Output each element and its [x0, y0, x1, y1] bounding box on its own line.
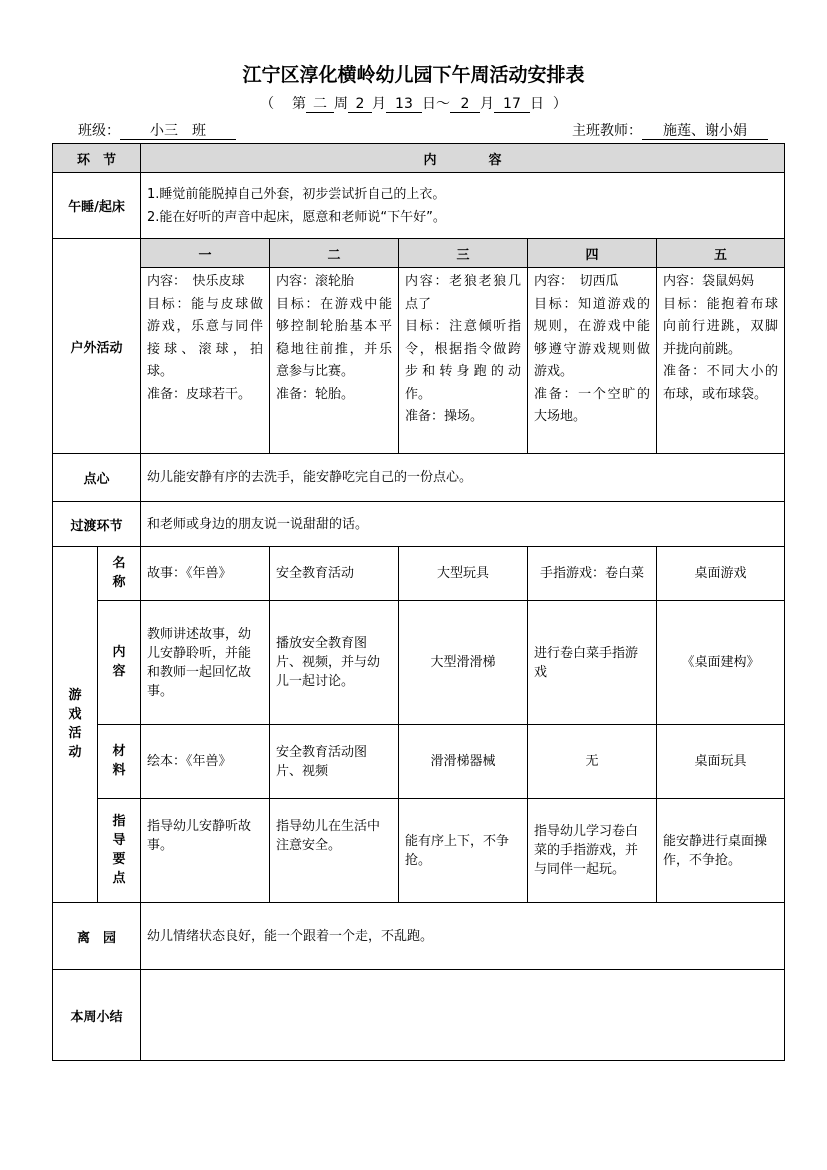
- game-cell: 教师讲述故事，幼儿安静聆听，并能和教师一起回忆故事。: [141, 601, 270, 725]
- row-game-content: [53, 601, 785, 725]
- outdoor-cell: [657, 268, 785, 454]
- paren-open: （: [260, 96, 275, 112]
- game-row-label-text: 指导要点: [112, 814, 126, 886]
- day-label: 日: [529, 96, 544, 112]
- outdoor-content: 内容：袋鼠妈妈: [663, 274, 755, 289]
- game-cell: 桌面玩具: [657, 725, 785, 799]
- outdoor-content: 内容： 切西瓜: [534, 274, 619, 289]
- row-outdoor-days: [53, 239, 785, 268]
- game-cell: 手指游戏：卷白菜: [528, 547, 657, 601]
- month-label: 月: [371, 96, 386, 112]
- day-tue: 二: [270, 239, 399, 268]
- game-cell: 指导幼儿学习卷白菜的手指游戏，并与同伴一起玩。: [528, 799, 657, 903]
- outdoor-prep: 准备：轮胎。: [276, 386, 355, 402]
- game-row-label: [98, 799, 141, 903]
- end-month: 2: [450, 96, 480, 113]
- month-label-2: 月: [479, 96, 494, 112]
- outdoor-content: 内容：老狼老狼几点了: [405, 274, 522, 312]
- game-cell: 《桌面建构》: [657, 601, 785, 725]
- outdoor-cell: [141, 268, 270, 454]
- teacher-label: 主班教师：: [572, 123, 642, 139]
- transition-label: 过渡环节: [53, 502, 141, 547]
- outdoor-prep: 准备：操场。: [405, 409, 484, 424]
- nap-line-2: 2.能在好听的声音中起床，愿意和老师说“下午好”。: [147, 209, 446, 225]
- start-month: 2: [348, 96, 372, 113]
- row-game-materials: [53, 725, 785, 799]
- class-label: 班级：: [78, 123, 120, 139]
- games-label: [53, 547, 98, 903]
- day-fri: 五: [657, 239, 785, 268]
- class-info: [78, 120, 768, 140]
- snack-content: 幼儿能安静有序的去洗手，能安静吃完自己的一份点心。: [141, 454, 785, 502]
- row-transition: [53, 502, 785, 547]
- nap-line-1: 1.睡觉前能脱掉自己外套，初步尝试折自己的上衣。: [147, 186, 446, 202]
- teacher-info: [572, 120, 768, 140]
- game-cell: 无: [528, 725, 657, 799]
- row-summary: [53, 970, 785, 1061]
- game-cell: 指导幼儿安静听故事。: [141, 799, 270, 903]
- game-row-label: [98, 725, 141, 799]
- row-game-guidance: [53, 799, 785, 903]
- game-row-label-text: 内容: [112, 645, 126, 679]
- game-row-label-text: 材料: [112, 744, 126, 778]
- table-header-row: [53, 144, 785, 173]
- header-section: 环 节: [53, 144, 141, 173]
- summary-label: 本周小结: [53, 970, 141, 1061]
- game-cell: 播放安全教育图片、视频，并与幼儿一起讨论。: [270, 601, 399, 725]
- day-thu: 四: [528, 239, 657, 268]
- teacher-value: 施莲、谢小娟: [642, 123, 768, 140]
- leave-label: 离 园: [53, 903, 141, 970]
- game-cell: 大型玩具: [399, 547, 528, 601]
- outdoor-label: 户外活动: [53, 239, 141, 454]
- week-suffix: 周: [333, 96, 348, 112]
- game-cell: 安全教育活动图片、视频: [270, 725, 399, 799]
- outdoor-cell: [270, 268, 399, 454]
- game-cell: 大型滑滑梯: [399, 601, 528, 725]
- leave-content: 幼儿情绪状态良好，能一个跟着一个走，不乱跑。: [141, 903, 785, 970]
- game-cell: 桌面游戏: [657, 547, 785, 601]
- outdoor-prep: 准备：皮球若干。: [147, 386, 252, 402]
- end-day: 17: [494, 96, 530, 113]
- outdoor-goal: 目标：在游戏中能够控制轮胎基本平稳地往前推，并乐意参与比赛。: [276, 296, 393, 379]
- header-content: 内 容: [141, 144, 785, 173]
- outdoor-prep: 准备：一个空旷的大场地。: [534, 386, 651, 424]
- week-number: 二: [306, 96, 334, 113]
- game-cell: 进行卷白菜手指游戏: [528, 601, 657, 725]
- class-value: 小三 班: [120, 123, 236, 140]
- game-row-label-text: 名称: [112, 556, 126, 590]
- nap-content: [141, 173, 785, 239]
- row-outdoor-content: [53, 268, 785, 454]
- outdoor-content: 内容： 快乐皮球: [147, 274, 245, 289]
- nap-label: 午睡/起床: [53, 173, 141, 239]
- outdoor-cell: [399, 268, 528, 454]
- date-range: [0, 93, 827, 113]
- day-tilde-label: 日～: [421, 96, 450, 112]
- outdoor-goal: 目标：能抱着布球向前行进跳，双脚并拢向前跳。: [663, 296, 779, 357]
- game-cell: 绘本：《年兽》: [141, 725, 270, 799]
- outdoor-prep: 准备：不同大小的布球，或布球袋。: [663, 364, 779, 402]
- outdoor-goal: 目标：能与皮球做游戏，乐意与同伴接球、滚球，拍球。: [147, 296, 264, 379]
- outdoor-goal: 目标：注意倾听指令，根据指令做跨步和转身跑的动作。: [405, 319, 522, 402]
- transition-content: 和老师或身边的朋友说一说甜甜的话。: [141, 502, 785, 547]
- outdoor-cell: [528, 268, 657, 454]
- summary-content: [141, 970, 785, 1061]
- week-prefix: 第: [291, 96, 306, 112]
- row-leave: [53, 903, 785, 970]
- outdoor-content: 内容：滚轮胎: [276, 274, 355, 289]
- game-cell: 滑滑梯器械: [399, 725, 528, 799]
- games-label-text: 游戏活动: [68, 688, 82, 760]
- row-nap: [53, 173, 785, 239]
- snack-label: 点心: [53, 454, 141, 502]
- start-day: 13: [386, 96, 422, 113]
- game-cell: 故事：《年兽》: [141, 547, 270, 601]
- game-row-label: [98, 547, 141, 601]
- paren-close: ）: [552, 96, 567, 112]
- game-cell: 能有序上下，不争抢。: [399, 799, 528, 903]
- row-game-name: [53, 547, 785, 601]
- game-cell: 能安静进行桌面操作，不争抢。: [657, 799, 785, 903]
- game-cell: 安全教育活动: [270, 547, 399, 601]
- outdoor-goal: 目标：知道游戏的规则，在游戏中能够遵守游戏规则做游戏。: [534, 296, 651, 379]
- day-wed: 三: [399, 239, 528, 268]
- game-row-label: [98, 601, 141, 725]
- schedule-table: [52, 143, 785, 1061]
- day-mon: 一: [141, 239, 270, 268]
- row-snack: [53, 454, 785, 502]
- page-title: 江宁区淳化横岭幼儿园下午周活动安排表: [242, 64, 585, 86]
- game-cell: 指导幼儿在生活中注意安全。: [270, 799, 399, 903]
